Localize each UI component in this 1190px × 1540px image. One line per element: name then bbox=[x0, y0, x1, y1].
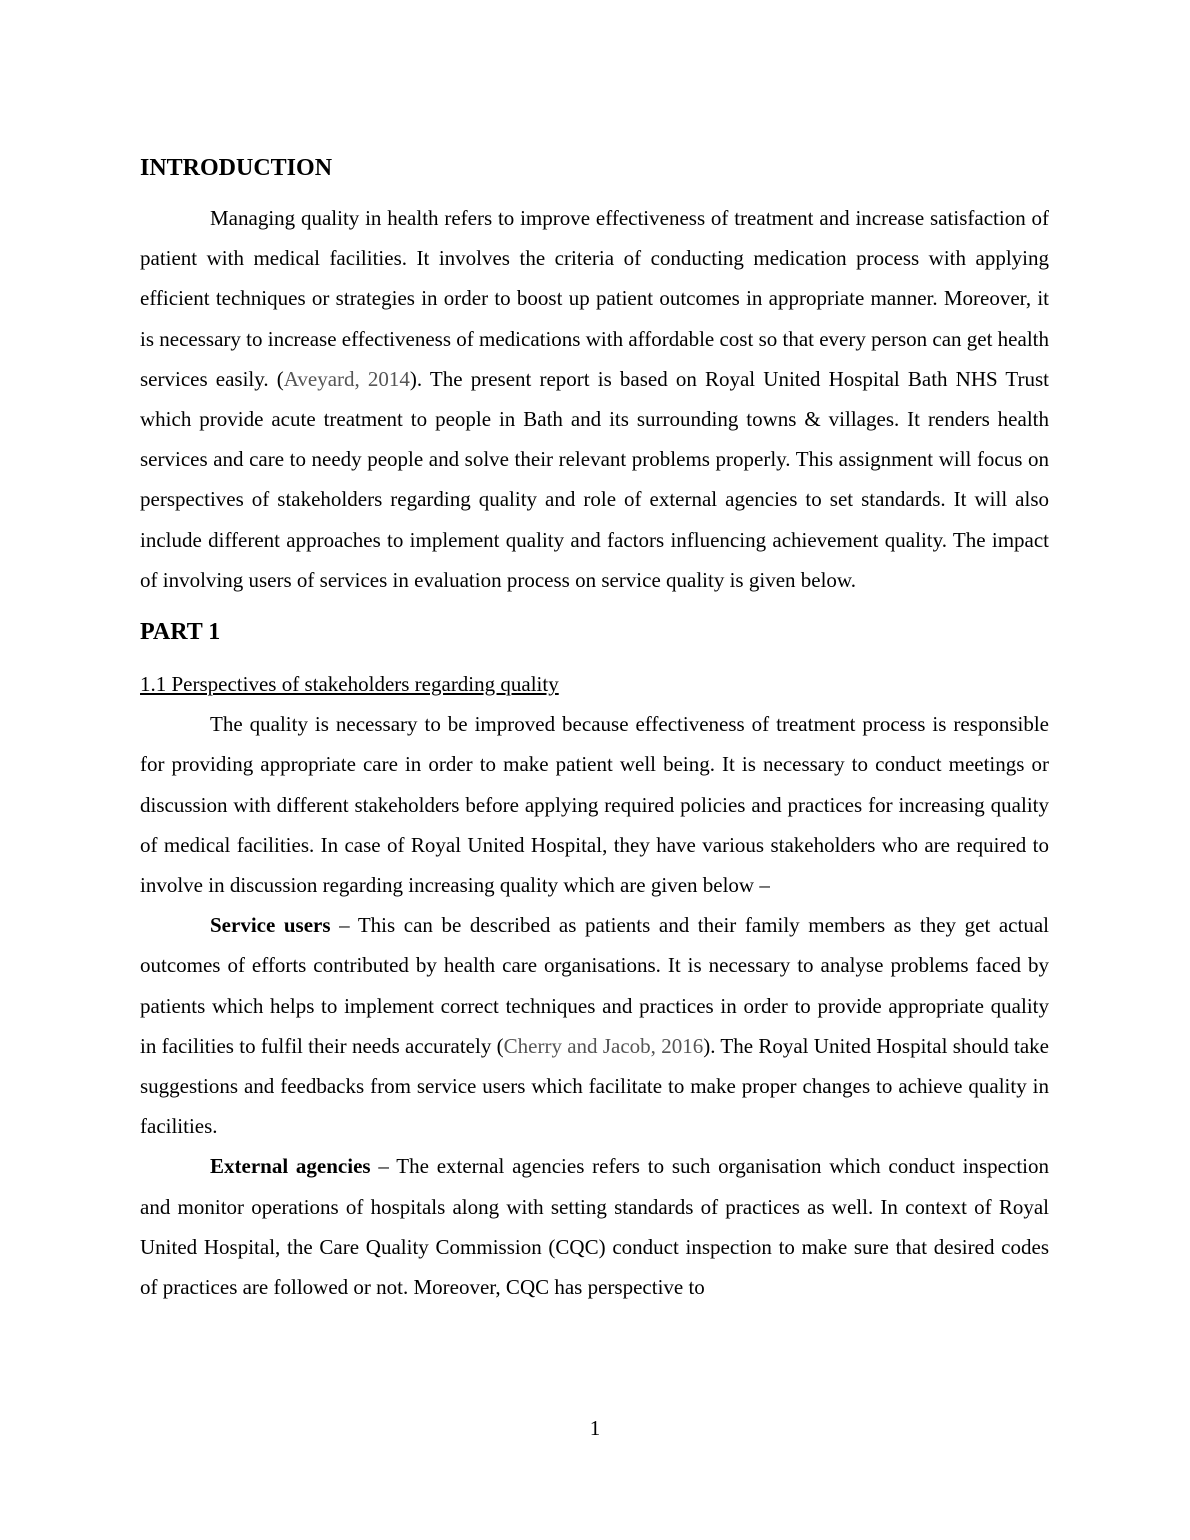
external-agencies-text: – The external agencies refers to such organisation which conduct inspection and monitor operations of hospitals along with setting standards of practices as well. In context of Royal United Hospital, the Care Quality Commission (CQC) conduct inspection to make sure that desired codes of practices are followed or not. Moreover, CQC has perspective to bbox=[140, 1154, 1049, 1300]
citation-cherry-jacob: Cherry and Jacob, 2016 bbox=[503, 1033, 704, 1058]
introduction-heading: INTRODUCTION bbox=[140, 155, 333, 181]
service-users-text-1: – This can be described as patients and their family members as they get actual outcomes of efforts contributed by health care organisations. It is necessary to analyse problems faced by patients which helps to implement correct techniques and practices in order to provide appropriate quality in facilities to fulfil their needs accurately ( bbox=[140, 913, 1049, 1058]
external-agencies-term: External agencies bbox=[210, 1154, 371, 1179]
intro-text-1: Managing quality in health refers to improve effectiveness of treatment and increase satisfaction of patient with medical facilities. It involves the criteria of conducting medication process with applying efficient techniques or strategies in order to boost up patient outcomes in appropriate manner. Moreover, it is necessary to increase effectiveness of medications with affordable cost so that every person can get health services easily. ( bbox=[140, 206, 1049, 391]
service-users-text-2: ). The Royal United Hospital should take suggestions and feedbacks from service users which facilitate to make proper changes to achieve quality in facilities. bbox=[140, 1033, 1050, 1139]
section-1-1-intro-paragraph: The quality is necessary to be improved because effectiveness of treatment process is responsible for providing appropriate care in order to make patient well being. It is necessary to conduct meetings or discussion with different stakeholders before applying required policies and practices for increasing quality of medical facilities. In case of Royal United Hospital, they have various stakeholders who are required to involve in discussion regarding increasing quality which are given below – bbox=[140, 712, 1049, 898]
citation-aveyard: Aveyard, 2014 bbox=[283, 366, 410, 391]
intro-text-2: ). The present report is based on Royal United Hospital Bath NHS Trust which provide acute treatment to people in Bath and its surrounding towns & villages. It renders health services and care to needy people and solve their relevant problems properly. This assignment will focus on perspectives of stakeholders regarding quality and role of external agencies to set standards. It will also include different approaches to implement quality and factors influencing achievement quality. The impact of involving users of services in evaluation process on service quality is given below. bbox=[140, 366, 1050, 592]
page-number: 1 bbox=[589, 1416, 601, 1440]
part1-heading: PART 1 bbox=[140, 619, 221, 646]
service-users-paragraph bbox=[140, 905, 1049, 1146]
external-agencies-paragraph bbox=[140, 1146, 1049, 1307]
document-page bbox=[140, 150, 1049, 1307]
introduction-paragraph bbox=[140, 198, 1049, 600]
service-users-term: Service users bbox=[210, 913, 331, 938]
section-1-1-title: 1.1 Perspectives of stakeholders regarding quality bbox=[140, 672, 559, 697]
